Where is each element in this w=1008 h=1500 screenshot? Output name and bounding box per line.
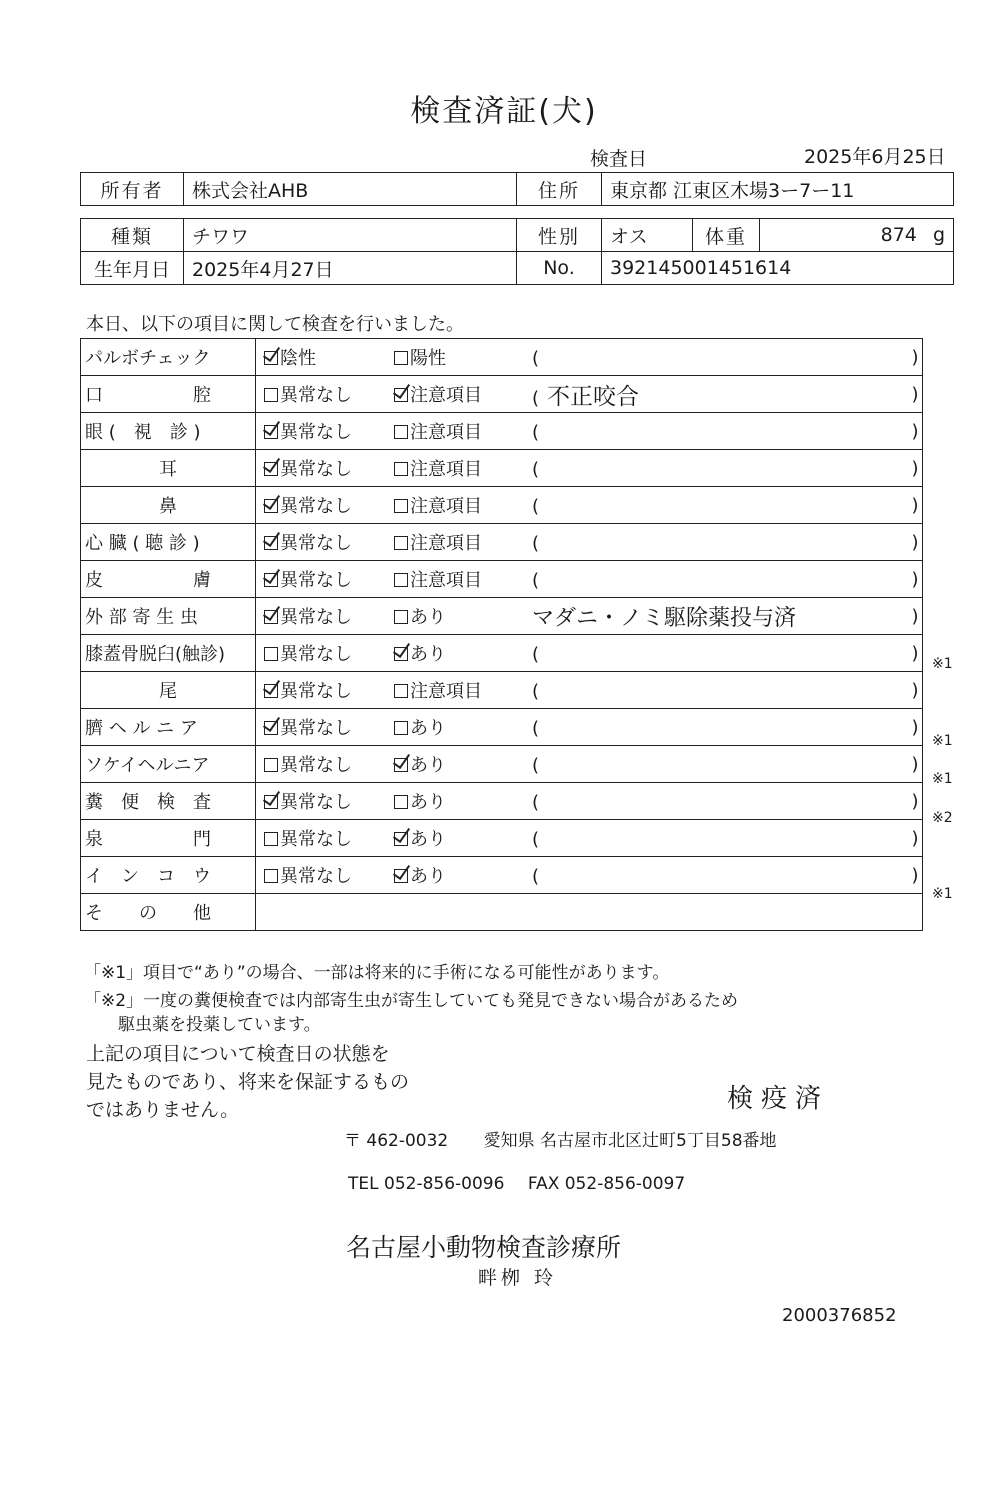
remark-mark: ※2: [932, 809, 953, 826]
no-value: 392145001451614: [602, 252, 954, 285]
option-2-cell: [394, 598, 524, 635]
checkbox-icon: [394, 573, 408, 587]
option-label: 異常なし: [280, 533, 352, 554]
checked-box-icon: [264, 721, 278, 735]
option-1-cell: [256, 524, 395, 561]
owner-value: 株式会社AHB: [184, 173, 517, 206]
option-label: 異常なし: [280, 792, 352, 813]
breed-value: チワワ: [184, 219, 517, 252]
check-row: [81, 635, 923, 672]
close-paren: ): [908, 746, 923, 783]
postal-code: 〒 462-0032: [344, 1131, 449, 1151]
option-label: 異常なし: [280, 607, 352, 628]
close-paren: ): [908, 598, 923, 635]
clinic-name: 名古屋小動物検査診療所: [346, 1233, 622, 1262]
intro-text: 本日、以下の項目に関して検査を行いました。: [86, 314, 464, 335]
sex-label: 性別: [517, 219, 602, 252]
option-label: 異常なし: [280, 496, 352, 517]
remark-mark: ※1: [932, 771, 953, 788]
option-label: 異常なし: [280, 459, 352, 480]
checked-box-icon: [264, 462, 278, 476]
option-2-cell: [394, 561, 524, 598]
disclaimer: [86, 1040, 409, 1124]
close-paren: ): [908, 413, 923, 450]
option-2-cell: [394, 746, 524, 783]
option-label: 異常なし: [280, 866, 352, 887]
option-2-cell: [394, 487, 524, 524]
option-1-cell: [256, 376, 395, 413]
check-row: [81, 413, 923, 450]
option-1-cell: [256, 635, 395, 672]
checkbox-icon: [264, 869, 278, 883]
check-item-label: 臍 ヘ ル ニ ア: [81, 709, 256, 746]
other-remarks-cell: [256, 894, 923, 931]
close-paren: ): [908, 783, 923, 820]
checkbox-icon: [394, 499, 408, 513]
vet-name: 畔栁 玲: [478, 1267, 558, 1289]
option-label: あり: [410, 644, 446, 665]
open-paren: (: [532, 570, 540, 591]
option-label: 注意項目: [410, 533, 482, 554]
check-row: [81, 820, 923, 857]
check-row: [81, 376, 923, 413]
open-paren: (: [532, 644, 540, 665]
check-item-label: 口 腔: [81, 376, 256, 413]
checkbox-icon: [394, 721, 408, 735]
fax-number: FAX 052-856-0097: [527, 1174, 686, 1194]
weight-label: 体重: [693, 219, 760, 252]
option-label: あり: [410, 718, 446, 739]
option-label: 注意項目: [410, 681, 482, 702]
open-paren: (: [532, 459, 540, 480]
sex-value: オス: [602, 219, 693, 252]
checked-box-icon: [264, 351, 278, 365]
option-label: 異常なし: [280, 644, 352, 665]
checkbox-icon: [394, 610, 408, 624]
check-item-label: 皮 膚: [81, 561, 256, 598]
option-1-cell: [256, 820, 395, 857]
footnote-2: 「※2」一度の糞便検査では内部寄生虫が寄生していても発見できない場合があるため: [84, 991, 739, 1011]
option-label: あり: [410, 792, 446, 813]
option-label: 陽性: [410, 348, 446, 369]
document-title: 検査済証(犬): [410, 94, 598, 129]
option-label: 異常なし: [280, 718, 352, 739]
weight-unit: g: [932, 224, 945, 246]
breed-label: 種類: [81, 219, 184, 252]
note-cell: [524, 487, 908, 524]
note-cell: [524, 635, 908, 672]
option-label: 注意項目: [410, 385, 482, 406]
option-label: 注意項目: [410, 422, 482, 443]
open-paren: (: [532, 755, 540, 776]
option-2-cell: [394, 635, 524, 672]
exam-date-label: 検査日: [590, 148, 648, 170]
check-item-label: イ ン コ ウ: [81, 857, 256, 894]
check-item-label: 鼻: [81, 487, 256, 524]
note-cell: [524, 820, 908, 857]
option-2-cell: [394, 820, 524, 857]
exam-date: 2025年6月25日: [804, 146, 946, 168]
open-paren: (: [532, 348, 540, 369]
disclaimer-line: 見たものであり、将来を保証するもの: [86, 1071, 410, 1093]
option-2-cell: [394, 376, 524, 413]
option-label: 注意項目: [410, 459, 482, 480]
checked-box-icon: [264, 425, 278, 439]
check-item-label: 尾: [81, 672, 256, 709]
note-cell: [524, 709, 908, 746]
check-row: [81, 746, 923, 783]
checked-box-icon: [264, 573, 278, 587]
check-item-label: 糞 便 検 査: [81, 783, 256, 820]
handwritten-note: 不正咬合: [547, 383, 640, 410]
check-item-label: そ の 他: [81, 894, 256, 931]
option-label: 異常なし: [280, 385, 352, 406]
option-label: あり: [410, 755, 446, 776]
check-item-label: 外 部 寄 生 虫: [81, 598, 256, 635]
owner-label: 所有者: [81, 173, 184, 206]
checkbox-icon: [264, 832, 278, 846]
option-1-cell: [256, 598, 395, 635]
remark-mark: ※1: [932, 656, 953, 673]
open-paren: (: [532, 387, 540, 409]
close-paren: ): [908, 561, 923, 598]
note-cell: [524, 672, 908, 709]
checkbox-icon: [264, 388, 278, 402]
open-paren: (: [532, 533, 540, 554]
check-item-label: 泉 門: [81, 820, 256, 857]
checked-box-icon: [394, 869, 408, 883]
option-2-cell: [394, 339, 524, 376]
checked-box-icon: [394, 388, 408, 402]
checkbox-icon: [264, 647, 278, 661]
footnote-3: 駆虫薬を投薬しています。: [84, 1015, 321, 1035]
option-2-cell: [394, 450, 524, 487]
note-cell: [524, 524, 908, 561]
close-paren: ): [908, 709, 923, 746]
handwritten-note: マダニ・ノミ駆除薬投与済: [532, 605, 797, 631]
option-label: 陰性: [280, 348, 316, 369]
option-2-cell: [394, 857, 524, 894]
disclaimer-line: ではありません。: [86, 1099, 240, 1121]
check-item-label: 耳: [81, 450, 256, 487]
note-cell: [524, 857, 908, 894]
checked-box-icon: [264, 610, 278, 624]
option-label: 異常なし: [280, 570, 352, 591]
note-cell: [524, 783, 908, 820]
weight-cell: [760, 219, 954, 252]
open-paren: (: [532, 792, 540, 813]
check-item-label: 膝蓋骨脱臼(触診): [81, 635, 256, 672]
checkbox-icon: [394, 795, 408, 809]
note-cell: [524, 413, 908, 450]
option-label: あり: [410, 829, 446, 850]
option-label: 注意項目: [410, 496, 482, 517]
option-1-cell: [256, 857, 395, 894]
check-item-label: パルボチェック: [81, 339, 256, 376]
option-2-cell: [394, 413, 524, 450]
checked-box-icon: [394, 758, 408, 772]
checked-box-icon: [264, 499, 278, 513]
disclaimer-line: 上記の項目について検査日の状態を: [86, 1043, 390, 1065]
option-1-cell: [256, 487, 395, 524]
checked-box-icon: [264, 795, 278, 809]
option-1-cell: [256, 450, 395, 487]
address-label: 住所: [517, 173, 602, 206]
checkbox-icon: [264, 758, 278, 772]
remark-mark: ※1: [932, 733, 953, 749]
close-paren: ): [908, 524, 923, 561]
check-row: [81, 524, 923, 561]
close-paren: ): [908, 487, 923, 524]
checked-box-icon: [394, 647, 408, 661]
clinic-contact: [348, 1174, 703, 1194]
check-row: [81, 487, 923, 524]
check-item-label: ソケイヘルニア: [81, 746, 256, 783]
note-cell: [524, 450, 908, 487]
dob-value: 2025年4月27日: [184, 252, 517, 285]
street-address: 愛知県 名古屋市北区辻町5丁目58番地: [483, 1131, 777, 1151]
close-paren: ): [908, 857, 923, 894]
note-cell: [524, 339, 908, 376]
check-row: [81, 894, 923, 931]
note-cell: [524, 598, 908, 635]
checkbox-icon: [394, 684, 408, 698]
no-label: No.: [517, 252, 602, 285]
check-item-label: 眼 ( 視 診 ): [81, 413, 256, 450]
open-paren: (: [532, 681, 540, 702]
check-row: [81, 450, 923, 487]
check-row: [81, 783, 923, 820]
remark-mark: ※1: [932, 886, 953, 903]
checked-box-icon: [264, 536, 278, 550]
option-label: あり: [410, 607, 446, 628]
option-label: 注意項目: [410, 570, 482, 591]
check-row: [81, 709, 923, 746]
dog-table: [80, 218, 954, 285]
close-paren: ): [908, 672, 923, 709]
open-paren: (: [532, 866, 540, 887]
option-label: あり: [410, 866, 446, 887]
option-1-cell: [256, 413, 395, 450]
serial-number: 2000376852: [782, 1305, 897, 1326]
check-row: [81, 857, 923, 894]
close-paren: ): [908, 339, 923, 376]
weight-value: 874: [880, 224, 917, 246]
option-2-cell: [394, 783, 524, 820]
check-row: [81, 339, 923, 376]
checked-box-icon: [264, 684, 278, 698]
close-paren: ): [908, 450, 923, 487]
option-1-cell: [256, 783, 395, 820]
footnote-1: 「※1」項目で“あり”の場合、一部は将来的に手術になる可能性があります。: [84, 963, 670, 983]
checkbox-icon: [394, 536, 408, 550]
quarantine-stamp: 検疫済: [727, 1084, 830, 1114]
option-1-cell: [256, 746, 395, 783]
check-row: [81, 561, 923, 598]
check-item-label: 心 臓 ( 聴 診 ): [81, 524, 256, 561]
open-paren: (: [532, 718, 540, 739]
owner-table: [80, 172, 954, 206]
clinic-address: [344, 1126, 807, 1151]
option-label: 異常なし: [280, 755, 352, 776]
close-paren: ): [908, 820, 923, 857]
option-label: 異常なし: [280, 829, 352, 850]
option-label: 異常なし: [280, 422, 352, 443]
close-paren: ): [908, 376, 923, 413]
option-2-cell: [394, 524, 524, 561]
checked-box-icon: [394, 832, 408, 846]
option-1-cell: [256, 672, 395, 709]
option-label: 異常なし: [280, 681, 352, 702]
open-paren: (: [532, 496, 540, 517]
checkbox-icon: [394, 351, 408, 365]
note-cell: [524, 746, 908, 783]
option-2-cell: [394, 709, 524, 746]
checkbox-icon: [394, 425, 408, 439]
checks-table: [80, 338, 923, 931]
open-paren: (: [532, 829, 540, 850]
open-paren: (: [532, 422, 540, 443]
note-cell: [524, 561, 908, 598]
address-value: 東京都 江東区木場3ー7ー11: [602, 173, 954, 206]
option-1-cell: [256, 709, 395, 746]
dob-label: 生年月日: [81, 252, 184, 285]
check-row: [81, 672, 923, 709]
checkbox-icon: [394, 462, 408, 476]
option-2-cell: [394, 672, 524, 709]
check-row: [81, 598, 923, 635]
option-1-cell: [256, 339, 395, 376]
tel-number: TEL 052-856-0096: [348, 1174, 505, 1194]
option-1-cell: [256, 561, 395, 598]
close-paren: ): [908, 635, 923, 672]
note-cell: [524, 376, 908, 413]
